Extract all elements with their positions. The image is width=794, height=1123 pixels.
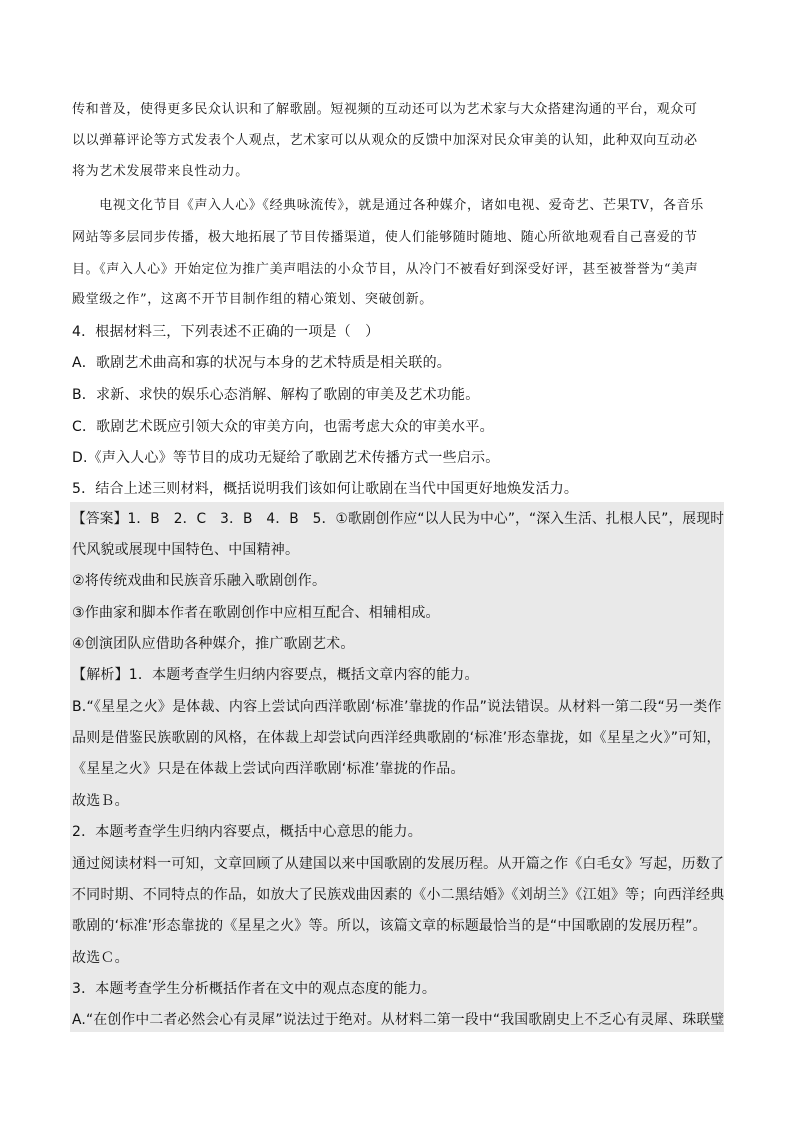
material-line: 目。《声入人心》开始定位为推广美声唱法的小众节目，从冷门不被看好到深受好评，甚至被誉誉为“美声: [72, 262, 699, 277]
option-a: A．歌剧艺术曲高和寡的状况与本身的艺术特质是相关联的。: [72, 355, 451, 371]
analysis-line: 歌剧的‘标准’形态靠拢的《星星之火》等。所以，该篇文章的标题最恰当的是“中国歌剧的发展历程”。: [72, 918, 707, 934]
analysis-line: A.“在创作中二者必然会心有灵犀”说法过于绝对。从材料二第一段中“我国歌剧史上不乏心有灵犀、珠联璧: [72, 1012, 725, 1028]
analysis-line: 2．本题考查学生归纳内容要点，概括中心意思的能力。: [72, 824, 422, 840]
material-line: 殿堂级之作”，这离不开节目制作组的精心策划、突破创新。: [72, 292, 433, 307]
answer-line: ③作曲家和脚本作者在歌剧创作中应相互配合、相辅相成。: [72, 605, 440, 621]
option-d: D.《声入人心》等节目的成功无疑给了歌剧艺术传播方式一些启示。: [72, 450, 500, 466]
analysis-line: 品则是借鉴民族歌剧的风格，在体裁上却尝试向西洋经典歌剧的‘标准’形态靠拢，如《星星之火》”可知，: [72, 730, 721, 746]
answer-line: 代风貌或展现中国特色、中国精神。: [72, 542, 300, 558]
analysis-line: 不同时期、不同特点的作品，如放大了民族戏曲因素的《小二黑结婚》《刘胡兰》《江姐》等；向西洋经典: [72, 887, 725, 903]
material-paragraph: [72, 100, 724, 310]
option-b: B．求新、求快的娱乐心态消解、解构了歌剧的审美及艺术功能。: [72, 387, 480, 403]
analysis-line: 【解析】1．本题考查学生归纳内容要点，概括文章内容的能力。: [72, 667, 479, 683]
material-line: 将为艺术发展带来良性动力。: [72, 164, 249, 179]
analysis-line: B.“《星星之火》是体裁、内容上尝试向西洋歌剧‘标准’靠拢的作品”说法错误。从材料一第二段“另一类作: [72, 699, 722, 715]
analysis-line: 通过阅读材料一可知，文章回顾了从建国以来中国歌剧的发展历程。从开篇之作《白毛女》写起，历数了: [72, 856, 725, 872]
option-c: C．歌剧艺术既应引领大众的审美方向，也需考虑大众的审美水平。: [72, 419, 494, 435]
answer-line: ②将传统戏曲和民族音乐融入歌剧创作。: [72, 573, 327, 589]
answer-line: ④创演团队应借助各种媒介，推广歌剧艺术。: [72, 636, 355, 652]
material-line: 网站等多层同步传播，极大地拓展了节目传播渠道，使人们能够随时随地、随心所欲地观看自己喜爱的节: [72, 230, 698, 245]
analysis-line: 故选Ｂ。: [72, 793, 129, 809]
material-line: 电视文化节目《声入人心》《经典咏流传》，就是通过各种媒介，诸如电视、爱奇艺、芒果TV，各音乐: [72, 198, 704, 213]
material-line: 以以弹幕评论等方式发表个人观点，艺术家可以从观众的反馈中加深对民众审美的认知，此种双向互动必: [72, 133, 698, 148]
analysis-line: 3．本题考查学生分析概括作者在文中的观点态度的能力。: [72, 981, 437, 997]
material-line: 传和普及，使得更多民众认识和了解歌剧。短视频的互动还可以为艺术家与大众搭建沟通的平台，观众可: [72, 102, 698, 117]
analysis-line: 《星星之火》只是在体裁上尝试向西洋歌剧‘标准’靠拢的作品。: [72, 761, 465, 777]
analysis-line: 故选Ｃ。: [72, 950, 129, 966]
question-5: 5．结合上述三则材料，概括说明我们该如何让歌剧在当代中国更好地焕发活力。: [72, 481, 579, 497]
question-list: [72, 322, 724, 502]
answer-analysis: [72, 509, 724, 1034]
answer-line: 【答案】1．B 2．C 3．B 4．B 5．①歌剧创作应“以人民为中心”，“深入生活、扎根人民”，展现时: [72, 511, 725, 527]
question-4: 4．根据材料三，下列表述不正确的一项是（ ）: [72, 324, 380, 340]
